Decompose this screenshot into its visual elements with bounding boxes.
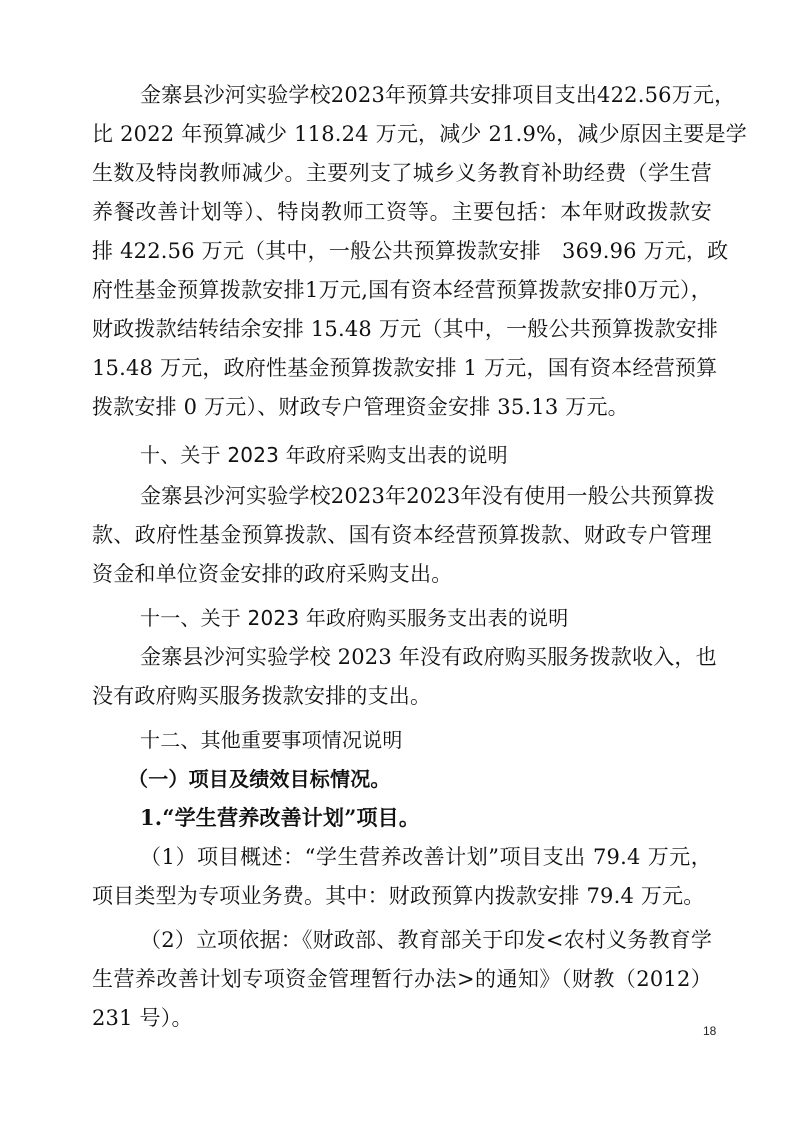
paragraph-line: 项目类型为专项业务费。其中：财政预算内拨款安排 79.4 万元。 bbox=[92, 884, 705, 908]
paragraph-line: 231 号）。 bbox=[92, 1006, 193, 1030]
paragraph-line: 养餐改善计划等）、特岗教师工资等。主要包括：本年财政拨款安 bbox=[92, 200, 712, 224]
item-heading: 1.“学生营养改善计划”项目。 bbox=[140, 805, 421, 830]
paragraph-line: 拨款安排 0 万元）、财政专户管理资金安排 35.13 万元。 bbox=[92, 395, 629, 419]
paragraph-line: （2）立项依据：《财政部、教育部关于印发<农村义务教育学 bbox=[140, 928, 713, 952]
paragraph-line: 金寨县沙河实验学校2023年2023年没有使用一般公共预算拨 bbox=[140, 484, 715, 508]
paragraph-line: 15.48 万元，政府性基金预算拨款安排 1 万元，国有资本经营预算 bbox=[92, 356, 718, 380]
section-heading: 十、关于 2023 年政府采购支出表的说明 bbox=[140, 443, 508, 467]
section-heading: 十一、关于 2023 年政府购买服务支出表的说明 bbox=[140, 606, 569, 630]
paragraph-line: 没有政府购买服务拨款安排的支出。 bbox=[92, 684, 432, 708]
paragraph-line: 金寨县沙河实验学校2023年预算共安排项目支出422.56万元， bbox=[140, 83, 736, 107]
paragraph-line: 排 422.56 万元（其中，一般公共预算拨款安排 369.96 万元，政 bbox=[92, 239, 729, 263]
paragraph-line: （1）项目概述：“学生营养改善计划”项目支出 79.4 万元， bbox=[140, 845, 712, 869]
paragraph-line: 生数及特岗教师减少。主要列支了城乡义务教育补助经费（学生营 bbox=[92, 161, 712, 185]
paragraph-line: 金寨县沙河实验学校 2023 年没有政府购买服务拨款收入，也 bbox=[140, 645, 717, 669]
subsection-heading: （一）项目及绩效目标情况。 bbox=[128, 767, 391, 791]
page-number: 18 bbox=[703, 1024, 717, 1038]
paragraph-line: 款、政府性基金预算拨款、国有资本经营预算拨款、财政专户管理 bbox=[92, 523, 712, 547]
paragraph-line: 财政拨款结转结余安排 15.48 万元（其中，一般公共预算拨款安排 bbox=[92, 317, 719, 341]
paragraph-line: 比 2022 年预算减少 118.24 万元，减少 21.9%，减少原因主要是学 bbox=[92, 122, 748, 146]
paragraph-line: 府性基金预算拨款安排1万元,国有资本经营预算拨款安排0万元）， bbox=[92, 278, 712, 302]
paragraph-line: 资金和单位资金安排的政府采购支出。 bbox=[92, 562, 453, 586]
paragraph-line: 生营养改善计划专项资金管理暂行办法>的通知》（财教（2012） bbox=[92, 967, 712, 991]
section-heading: 十二、其他重要事项情况说明 bbox=[140, 728, 403, 752]
